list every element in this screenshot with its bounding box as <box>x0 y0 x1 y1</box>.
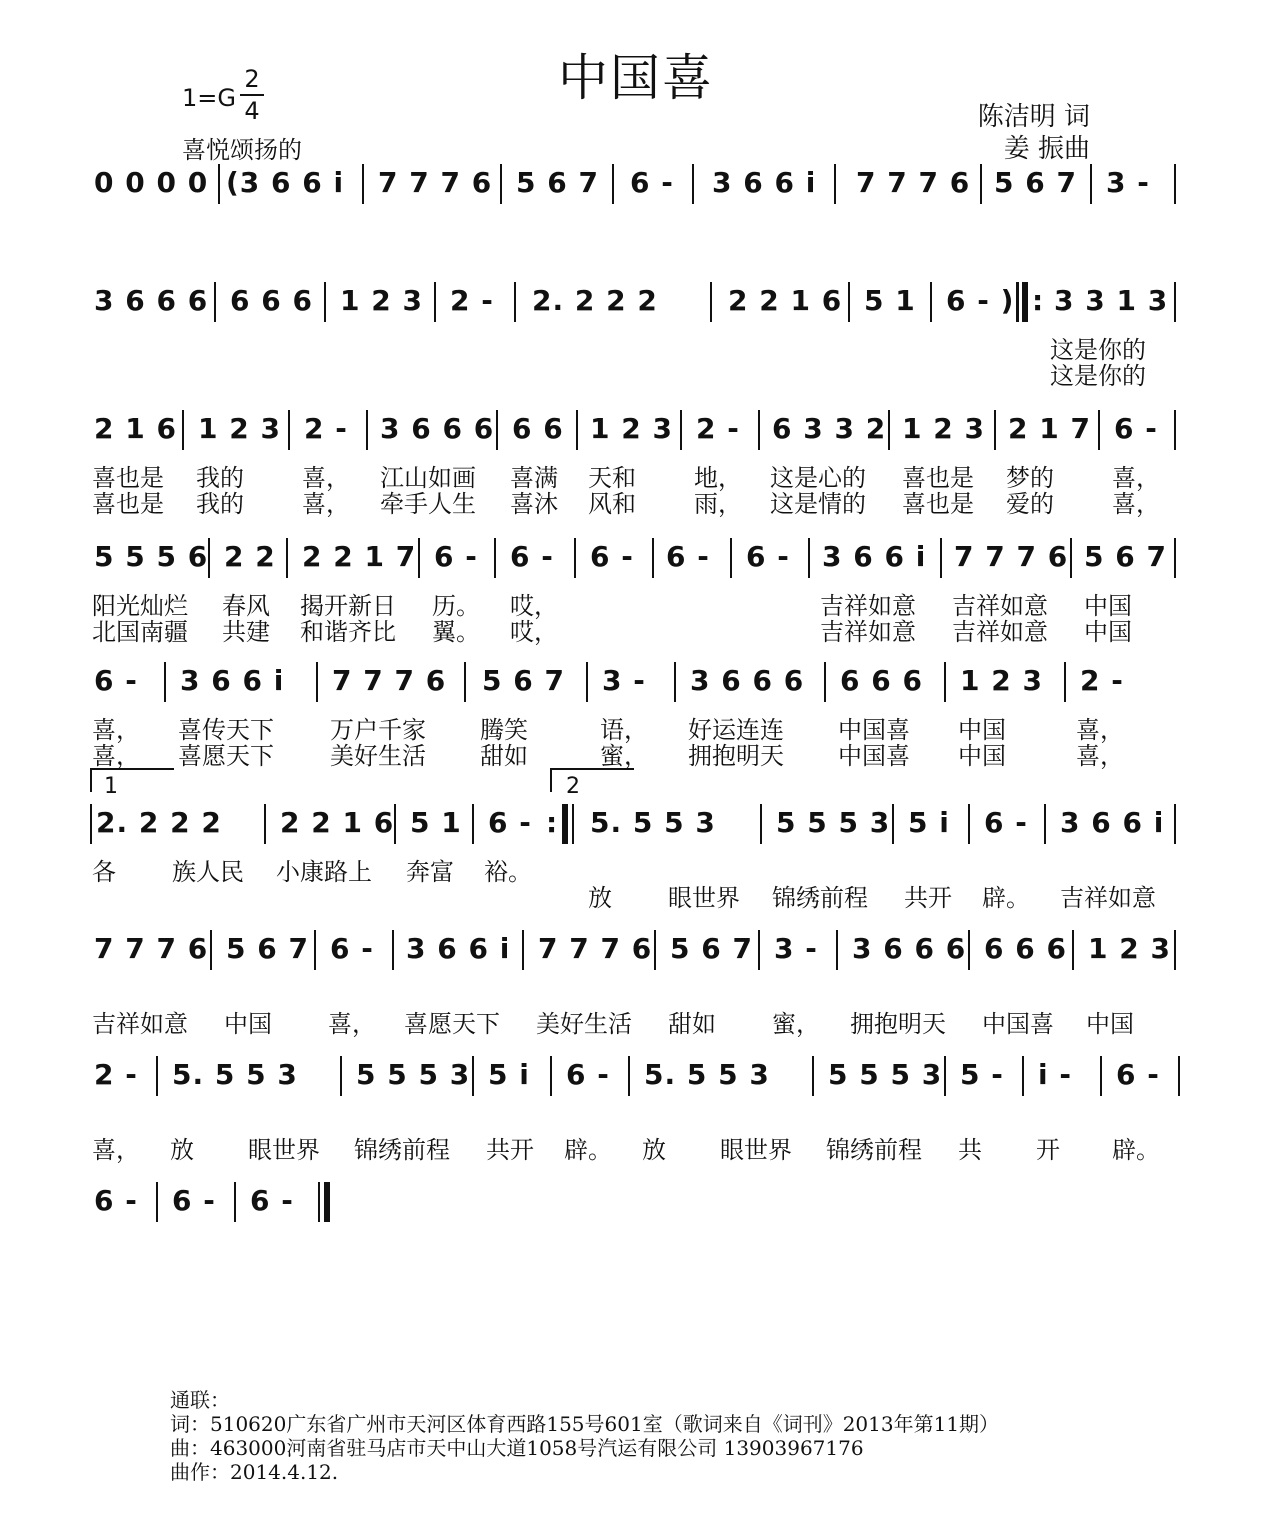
lyric: 吉祥如意 <box>92 1010 188 1038</box>
lyric: 哎， <box>510 592 558 620</box>
lyric: 辟。 <box>564 1136 612 1164</box>
lyric: 腾笑 <box>480 716 528 744</box>
lyric: 共开 <box>486 1136 534 1164</box>
lyric: 喜也是 <box>902 464 974 492</box>
lyric: 放 <box>588 884 612 912</box>
measure: 2 1 7 <box>1008 412 1091 445</box>
lyric: 中国 <box>958 742 1006 770</box>
measure: 0 0 0 0 <box>94 166 209 199</box>
measure: 1 2 3 <box>960 664 1043 697</box>
measure: 6 - <box>566 1058 610 1091</box>
measure: 6 - <box>630 166 674 199</box>
lyric: 喜， <box>1076 716 1124 744</box>
lyric: 天和 <box>588 464 636 492</box>
measure: 5 6 7 <box>226 932 309 965</box>
measure: 6 - <box>94 1184 138 1217</box>
measure: 6 - <box>250 1184 294 1217</box>
lyric: 甜如 <box>668 1010 716 1038</box>
lyric: 中国喜 <box>838 742 910 770</box>
measure: 5 i <box>908 806 950 839</box>
measure: 5 6 7 <box>670 932 753 965</box>
lyricist-credit: 陈洁明 词 <box>977 102 1090 132</box>
lyric: 这是你的 <box>1050 336 1146 364</box>
lyric: 族人民 <box>172 858 244 886</box>
lyric: 美好生活 <box>536 1010 632 1038</box>
lyric: 喜愿天下 <box>178 742 274 770</box>
lyric: 喜， <box>302 490 350 518</box>
lyric: 眼世界 <box>668 884 740 912</box>
lyric: 中国 <box>958 716 1006 744</box>
lyric: 揭开新日 <box>300 592 396 620</box>
lyric: 中国 <box>224 1010 272 1038</box>
lyric: 喜， <box>92 1136 140 1164</box>
measure: 2. 2 2 2 <box>96 806 222 839</box>
lyric: 春风 <box>222 592 270 620</box>
measure: 3 - <box>602 664 646 697</box>
measure: 6 - <box>434 540 478 573</box>
lyric: 这是心的 <box>770 464 866 492</box>
measure: 5 6 7 <box>994 166 1077 199</box>
lyric: 历。 <box>432 592 480 620</box>
measure: 2 2 1 7 <box>302 540 417 573</box>
measure: 5 6 7 <box>1084 540 1167 573</box>
measure: 3 - <box>774 932 818 965</box>
composer-contact: 曲：463000河南省驻马店市天中山大道1058号汽运有限公司 13903967176 <box>170 1436 864 1460</box>
lyric: 美好生活 <box>330 742 426 770</box>
measure: i - <box>1038 1058 1072 1091</box>
time-signature-top: 2 <box>244 65 260 93</box>
measure: 2 - <box>1080 664 1124 697</box>
measure: 1 2 3 <box>590 412 673 445</box>
measure: 1 2 3 <box>340 284 423 317</box>
measure: 2 1 6 <box>94 412 177 445</box>
lyric: 这是你的 <box>1050 362 1146 390</box>
measure: 2 - <box>450 284 494 317</box>
lyric: 喜满 <box>510 464 558 492</box>
lyric: 锦绣前程 <box>826 1136 922 1164</box>
lyric: 喜传天下 <box>178 716 274 744</box>
measure: 5. 5 5 3 <box>644 1058 770 1091</box>
measure: 7 7 7 6 <box>332 664 447 697</box>
volta-number-1: 1 <box>104 774 118 799</box>
lyric: 蜜， <box>772 1010 820 1038</box>
measure: 3 6 6 6 <box>852 932 967 965</box>
lyric: 眼世界 <box>248 1136 320 1164</box>
measure: 5 6 7 <box>516 166 599 199</box>
measure: 2. 2 2 2 <box>532 284 658 317</box>
lyric: 哎， <box>510 618 558 646</box>
measure: 5 1 <box>410 806 462 839</box>
lyric: 锦绣前程 <box>772 884 868 912</box>
lyric: 拥抱明天 <box>850 1010 946 1038</box>
measure: 6 6 6 <box>230 284 313 317</box>
measure: 3 6 6 i <box>822 540 927 573</box>
lyric: 喜， <box>1112 464 1160 492</box>
measure: 7 7 7 6 <box>856 166 971 199</box>
measure: 6 - <box>590 540 634 573</box>
lyricist-contact: 词：510620广东省广州市天河区体育西路155号601室（歌词来自《词刊》2013年第11期） <box>170 1412 1000 1436</box>
measure: 6 - <box>984 806 1028 839</box>
measure: 5. 5 5 3 <box>590 806 716 839</box>
lyric: 共开 <box>904 884 952 912</box>
composer-credit: 姜 振曲 <box>1003 134 1090 164</box>
lyric: 我的 <box>196 464 244 492</box>
measure: 2 2 <box>224 540 276 573</box>
measure: 6 - <box>746 540 790 573</box>
lyric: 辟。 <box>982 884 1030 912</box>
lyric: 我的 <box>196 490 244 518</box>
measure: 1 2 3 <box>902 412 985 445</box>
measure: 6 - <box>330 932 374 965</box>
measure: 6 6 6 <box>840 664 923 697</box>
lyric: 放 <box>642 1136 666 1164</box>
volta-bracket-1 <box>90 768 174 792</box>
measure: 1 2 3 <box>198 412 281 445</box>
lyric: 吉祥如意 <box>820 592 916 620</box>
measure: 3 - <box>1106 166 1150 199</box>
footer-label: 通联： <box>170 1388 230 1412</box>
measure: 5 6 7 <box>482 664 565 697</box>
lyric: 眼世界 <box>720 1136 792 1164</box>
lyric: 奔富 <box>406 858 454 886</box>
lyric: 和谐齐比 <box>300 618 396 646</box>
lyric: 喜， <box>1076 742 1124 770</box>
lyric: 好运连连 <box>688 716 784 744</box>
measure: 3 3 1 3 <box>1054 284 1169 317</box>
measure: 5 5 5 6 <box>94 540 209 573</box>
lyric: 拥抱明天 <box>688 742 784 770</box>
measure: 7 7 7 6 <box>94 932 209 965</box>
lyric: 小康路上 <box>276 858 372 886</box>
lyric: 语， <box>600 716 648 744</box>
measure: 1 2 3 <box>1088 932 1171 965</box>
measure: 3 6 6 6 <box>690 664 805 697</box>
lyric: 喜， <box>302 464 350 492</box>
measure: 5 1 <box>864 284 916 317</box>
lyric: 江山如画 <box>380 464 476 492</box>
measure: 2 2 1 6 <box>280 806 395 839</box>
lyric: 中国 <box>1084 592 1132 620</box>
measure: 6 - <box>1116 1058 1160 1091</box>
measure: 6 - <box>94 664 138 697</box>
measure: 5 i <box>488 1058 530 1091</box>
lyric: 各 <box>92 858 116 886</box>
lyric: 吉祥如意 <box>952 592 1048 620</box>
volta-number-2: 2 <box>566 774 580 799</box>
measure: 5 5 5 3 <box>356 1058 471 1091</box>
measure: 2 - <box>94 1058 138 1091</box>
measure: 5 - <box>960 1058 1004 1091</box>
lyric: 喜， <box>92 742 140 770</box>
measure: 5 5 5 3 <box>776 806 891 839</box>
lyric: 共 <box>958 1136 982 1164</box>
composition-date: 曲作：2014.4.12. <box>170 1460 339 1484</box>
lyric: 喜也是 <box>92 464 164 492</box>
measure: 3 6 6 i <box>1060 806 1165 839</box>
lyric: 吉祥如意 <box>952 618 1048 646</box>
measure: 2 - <box>304 412 348 445</box>
measure: 6 6 6 <box>984 932 1067 965</box>
lyric: 裕。 <box>484 858 532 886</box>
lyric: 喜， <box>1112 490 1160 518</box>
song-title: 中国喜 <box>558 49 714 107</box>
measure: 5. 5 5 3 <box>172 1058 298 1091</box>
volta-bracket-2 <box>550 768 634 792</box>
lyric: 开 <box>1036 1136 1060 1164</box>
measure: 6 - ) <box>946 284 1015 317</box>
lyric: 喜也是 <box>92 490 164 518</box>
measure: 6 - <box>172 1184 216 1217</box>
lyric: 牵手人生 <box>380 490 476 518</box>
lyric: 这是情的 <box>770 490 866 518</box>
measure: (3 6 6 i <box>226 166 345 199</box>
measure: 6 - <box>1114 412 1158 445</box>
lyric: 风和 <box>588 490 636 518</box>
lyric: 翼。 <box>432 618 480 646</box>
lyric: 阳光灿烂 <box>92 592 188 620</box>
tempo-marking: 喜悦颂扬的 <box>182 136 302 164</box>
lyric: 万户千家 <box>330 716 426 744</box>
measure: 5 5 5 3 <box>828 1058 943 1091</box>
lyric: 梦的 <box>1006 464 1054 492</box>
measure: 2 - <box>696 412 740 445</box>
lyric: 辟。 <box>1112 1136 1160 1164</box>
measure: 7 7 7 6 <box>954 540 1069 573</box>
lyric: 北国南疆 <box>92 618 188 646</box>
lyric: 放 <box>170 1136 194 1164</box>
lyric: 共建 <box>222 618 270 646</box>
lyric: 雨， <box>694 490 742 518</box>
measure: 6 - <box>666 540 710 573</box>
measure: 6 - <box>510 540 554 573</box>
measure: 7 7 7 6 <box>378 166 493 199</box>
lyric: 蜜， <box>600 742 648 770</box>
measure: 2 2 1 6 <box>728 284 843 317</box>
measure: 3 6 6 i <box>180 664 285 697</box>
lyric: 喜， <box>328 1010 376 1038</box>
lyric: 中国喜 <box>982 1010 1054 1038</box>
lyric: 吉祥如意 <box>820 618 916 646</box>
lyric: 地， <box>694 464 742 492</box>
lyric: 吉祥如意 <box>1060 884 1156 912</box>
measure: 3 6 6 6 <box>94 284 209 317</box>
lyric: 锦绣前程 <box>354 1136 450 1164</box>
lyric: 中国喜 <box>838 716 910 744</box>
measure: 7 7 7 6 <box>538 932 653 965</box>
lyric: 喜也是 <box>902 490 974 518</box>
key-signature: 1=G <box>182 84 236 112</box>
measure: 3 6 6 i <box>712 166 817 199</box>
lyric: 喜沐 <box>510 490 558 518</box>
lyric: 喜， <box>92 716 140 744</box>
lyric: 中国 <box>1086 1010 1134 1038</box>
measure: 6 3 3 2 <box>772 412 887 445</box>
measure: 6 - <box>488 806 532 839</box>
measure: 3 6 6 i <box>406 932 511 965</box>
time-signature-bottom: 4 <box>244 97 260 125</box>
time-signature <box>240 66 264 124</box>
lyric: 爱的 <box>1006 490 1054 518</box>
measure: 6 6 <box>512 412 564 445</box>
lyric: 喜愿天下 <box>404 1010 500 1038</box>
measure: 3 6 6 6 <box>380 412 495 445</box>
lyric: 中国 <box>1084 618 1132 646</box>
lyric: 甜如 <box>480 742 528 770</box>
